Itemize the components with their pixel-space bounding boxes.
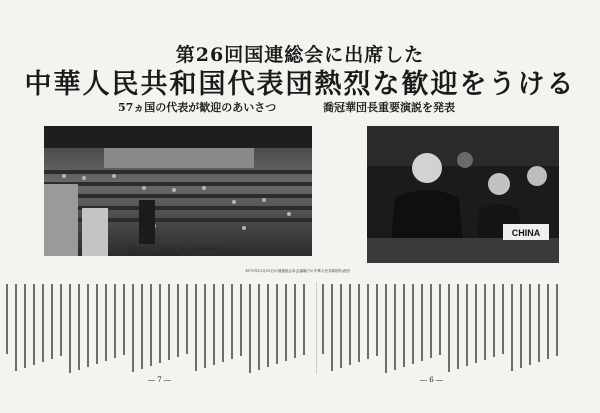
text-line <box>24 284 26 368</box>
text-line <box>412 284 414 364</box>
text-line <box>520 284 522 368</box>
text-line <box>33 284 35 365</box>
text-line <box>168 284 170 360</box>
subhead-left: 57ヵ国の代表が歓迎のあいさつ <box>118 101 277 114</box>
nameplate-text: CHINA <box>511 228 541 238</box>
text-line <box>42 284 44 362</box>
text-line <box>538 284 540 362</box>
text-line <box>430 284 432 358</box>
text-line <box>123 284 125 355</box>
text-line <box>276 284 278 364</box>
text-line <box>105 284 107 361</box>
text-line <box>358 284 360 362</box>
text-line <box>159 284 161 363</box>
text-line <box>439 284 441 355</box>
text-line <box>421 284 423 361</box>
text-line <box>204 284 206 368</box>
text-line <box>15 284 17 371</box>
text-line <box>96 284 98 364</box>
page-gutter <box>316 282 317 374</box>
page-number-right: ― 6 ― <box>420 376 443 384</box>
text-line <box>457 284 459 369</box>
body-text-left <box>6 284 316 374</box>
text-line <box>249 284 251 373</box>
text-line <box>502 284 504 354</box>
text-line <box>493 284 495 357</box>
text-line <box>141 284 143 369</box>
text-line <box>177 284 179 357</box>
text-line <box>51 284 53 359</box>
text-line <box>267 284 269 367</box>
text-line <box>240 284 242 356</box>
delegation-illustration <box>367 126 559 263</box>
text-line <box>69 284 71 373</box>
text-line <box>285 284 287 361</box>
text-line <box>349 284 351 365</box>
text-line <box>475 284 477 363</box>
text-line <box>484 284 486 360</box>
kicker-title: 第26回国連総会に出席した <box>175 44 425 66</box>
text-line <box>529 284 531 365</box>
headline: 中華人民共和国代表団熱烈な歓迎をうける <box>24 69 576 100</box>
photo-caption-main: 喬冠華団長（左）の演説を熱心に聞く各国代表団の代表たち。1971年11月15日、国連総会本会議場で <box>127 247 237 256</box>
text-line <box>385 284 387 373</box>
text-line <box>213 284 215 365</box>
text-line <box>186 284 188 354</box>
text-line <box>60 284 62 356</box>
body-text-right <box>322 284 572 374</box>
text-line <box>303 284 305 355</box>
text-line <box>394 284 396 370</box>
text-line <box>340 284 342 368</box>
text-line <box>448 284 450 372</box>
text-line <box>403 284 405 367</box>
assembly-hall-photo <box>44 126 312 256</box>
text-line <box>466 284 468 366</box>
text-line <box>556 284 558 356</box>
text-line <box>132 284 134 372</box>
text-line <box>331 284 333 371</box>
assembly-hall-illustration <box>44 126 312 256</box>
text-line <box>511 284 513 371</box>
subhead-right: 喬冠華団長重要演説を発表 <box>323 101 455 114</box>
text-line <box>195 284 197 371</box>
text-line <box>231 284 233 359</box>
text-line <box>114 284 116 358</box>
text-line <box>322 284 324 354</box>
text-line <box>367 284 369 359</box>
text-line <box>87 284 89 367</box>
text-line <box>376 284 378 356</box>
text-line <box>547 284 549 359</box>
text-line <box>258 284 260 370</box>
page-number-left: ― 7 ― <box>148 376 171 384</box>
photo-caption-side: 1971年11月15日の国連総会本会議場での中華人民共和国代表団 <box>245 269 350 273</box>
text-line <box>222 284 224 362</box>
delegation-photo <box>367 126 559 263</box>
text-line <box>6 284 8 354</box>
text-line <box>150 284 152 366</box>
text-line <box>294 284 296 358</box>
text-line <box>78 284 80 370</box>
